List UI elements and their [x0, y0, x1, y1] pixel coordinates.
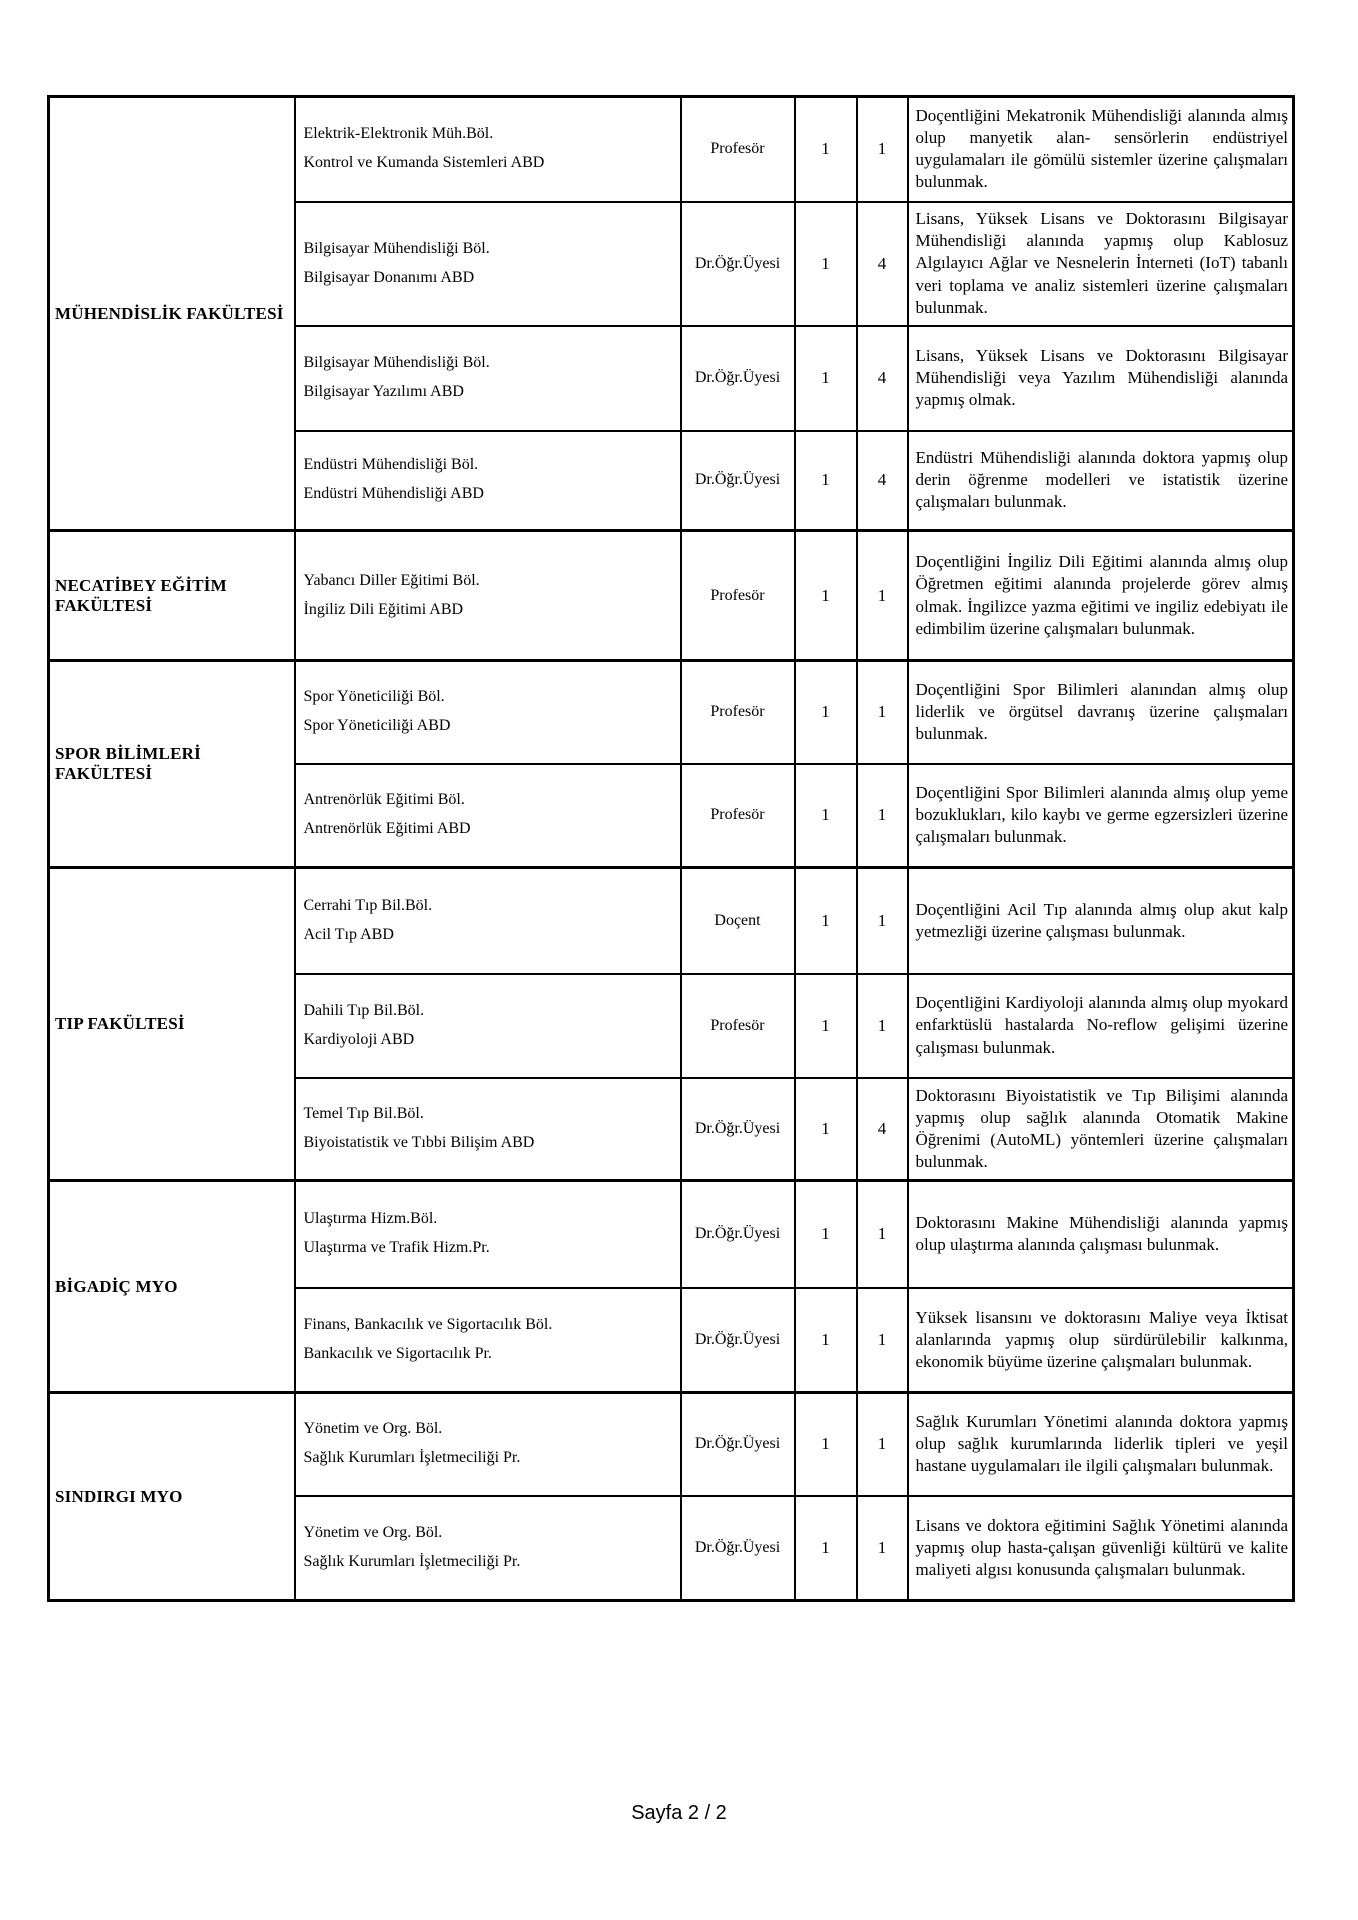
description-cell: Doçentliğini Spor Bilimleri alanından almış olup liderlik ve örgütsel davranış üzerine çalışmaları bulunmak. [908, 661, 1294, 764]
description-cell: Doçentliğini Spor Bilimleri alanında almış olup yeme bozuklukları, kilo kaybı ve germe egzersizleri üzerine çalışmaları bulunmak. [908, 764, 1294, 868]
dept-cell [295, 1496, 681, 1601]
count-cell: 1 [795, 97, 857, 202]
title-cell: Profesör [681, 97, 795, 202]
dept-cell [295, 1393, 681, 1496]
title-cell: Dr.Öğr.Üyesi [681, 431, 795, 531]
grade-cell: 1 [857, 97, 908, 202]
title-cell: Dr.Öğr.Üyesi [681, 1496, 795, 1601]
title-cell: Doçent [681, 868, 795, 974]
dept-line-2: Kardiyoloji ABD [303, 1030, 415, 1048]
dept-line-2: Bankacılık ve Sigortacılık Pr. [303, 1344, 492, 1362]
dept-cell [295, 531, 681, 661]
description-cell: Endüstri Mühendisliği alanında doktora yapmış olup derin öğrenme modelleri ve istatistik üzerine çalışmaları bulunmak. [908, 431, 1294, 531]
dept-cell [295, 1288, 681, 1393]
dept-line-1: Temel Tıp Bil.Böl. [303, 1104, 424, 1122]
dept-line-2: Antrenörlük Eğitimi ABD [303, 820, 471, 838]
title-cell: Dr.Öğr.Üyesi [681, 202, 795, 326]
grade-cell: 4 [857, 326, 908, 431]
dept-line-2: İngiliz Dili Eğitimi ABD [303, 600, 464, 618]
faculty-cell: SPOR BİLİMLERİ FAKÜLTESİ [49, 661, 295, 868]
grade-cell: 1 [857, 1496, 908, 1601]
dept-line-1: Ulaştırma Hizm.Böl. [303, 1210, 438, 1228]
dept-line-2: Kontrol ve Kumanda Sistemleri ABD [303, 154, 545, 172]
faculty-cell: SINDIRGI MYO [49, 1393, 295, 1601]
grade-cell: 4 [857, 1078, 908, 1181]
count-cell: 1 [795, 974, 857, 1078]
dept-line-2: Sağlık Kurumları İşletmeciliği Pr. [303, 1552, 521, 1570]
dept-cell [295, 868, 681, 974]
grade-cell: 1 [857, 661, 908, 764]
dept-line-1: Antrenörlük Eğitimi Böl. [303, 791, 465, 809]
dept-cell [295, 1078, 681, 1181]
grade-cell: 1 [857, 974, 908, 1078]
count-cell: 1 [795, 1288, 857, 1393]
grade-cell: 1 [857, 868, 908, 974]
dept-line-1: Elektrik-Elektronik Müh.Böl. [303, 125, 494, 143]
title-cell: Profesör [681, 764, 795, 868]
table-row [49, 97, 1294, 202]
dept-line-2: Bilgisayar Donanımı ABD [303, 268, 475, 286]
title-cell: Profesör [681, 974, 795, 1078]
count-cell: 1 [795, 1393, 857, 1496]
dept-line-1: Yönetim ve Org. Böl. [303, 1420, 443, 1438]
dept-line-2: Bilgisayar Yazılımı ABD [303, 383, 464, 400]
title-cell: Dr.Öğr.Üyesi [681, 1288, 795, 1393]
grade-cell: 1 [857, 764, 908, 868]
table-row [49, 531, 1294, 661]
dept-line-1: Spor Yöneticiliği Böl. [303, 688, 445, 706]
description-cell: Doçentliğini Acil Tıp alanında almış olup akut kalp yetmezliği üzerine çalışması bulunmak. [908, 868, 1294, 974]
count-cell: 1 [795, 868, 857, 974]
description-cell: Doktorasını Makine Mühendisliği alanında yapmış olup ulaştırma alanında çalışması bulunmak. [908, 1181, 1294, 1288]
description-cell: Doktorasını Biyoistatistik ve Tıp Bilişimi alanında yapmış olup sağlık alanında Otomatik Makine Öğrenimi (AutoML) yöntemleri üzerine çalışmaları bulunmak. [908, 1078, 1294, 1181]
count-cell: 1 [795, 661, 857, 764]
title-cell: Dr.Öğr.Üyesi [681, 1181, 795, 1288]
description-cell: Sağlık Kurumları Yönetimi alanında doktora yapmış olup sağlık kurumlarında liderlik tipleri ve yeşil hastane uygulamaları ile ilgili çalışmaları bulunmak. [908, 1393, 1294, 1496]
table-row [49, 868, 1294, 974]
dept-cell [295, 202, 681, 326]
title-cell: Profesör [681, 661, 795, 764]
dept-line-1: Bilgisayar Mühendisliği Böl. [303, 239, 490, 257]
grade-cell: 4 [857, 202, 908, 326]
description-cell: Yüksek lisansını ve doktorasını Maliye veya İktisat alanlarında yapmış olup sürdürülebilir kalkınma, ekonomik büyüme üzerine çalışmaları bulunmak. [908, 1288, 1294, 1393]
dept-line-2: Acil Tıp ABD [303, 925, 394, 943]
count-cell: 1 [795, 1181, 857, 1288]
dept-cell [295, 326, 681, 431]
description-cell: Lisans, Yüksek Lisans ve Doktorasını Bilgisayar Mühendisliği veya Yazılım Mühendisliği alanında yapmış olmak. [908, 326, 1294, 431]
title-cell: Profesör [681, 531, 795, 661]
dept-line-1: Finans, Bankacılık ve Sigortacılık Böl. [303, 1315, 553, 1333]
dept-line-1: Endüstri Mühendisliği Böl. [303, 456, 479, 474]
title-cell: Dr.Öğr.Üyesi [681, 1078, 795, 1181]
count-cell: 1 [795, 431, 857, 531]
grade-cell: 4 [857, 431, 908, 531]
dept-cell [295, 97, 681, 202]
description-cell: Doçentliğini Kardiyoloji alanında almış olup myokard enfarktüslü hastalarda No-reflow gelişimi üzerine çalışması bulunmak. [908, 974, 1294, 1078]
dept-line-1: Yabancı Diller Eğitimi Böl. [303, 571, 480, 589]
dept-line-1: Dahili Tıp Bil.Böl. [303, 1001, 425, 1019]
dept-line-1: Cerrahi Tıp Bil.Böl. [303, 896, 433, 914]
grade-cell: 1 [857, 1181, 908, 1288]
table-row [49, 1393, 1294, 1496]
dept-cell [295, 1181, 681, 1288]
dept-cell [295, 974, 681, 1078]
dept-line-2: Ulaştırma ve Trafik Hizm.Pr. [303, 1239, 490, 1257]
count-cell: 1 [795, 1078, 857, 1181]
dept-line-2: Sağlık Kurumları İşletmeciliği Pr. [303, 1449, 521, 1467]
grade-cell: 1 [857, 1288, 908, 1393]
dept-line-2: Spor Yöneticiliği ABD [303, 717, 451, 735]
dept-cell [295, 661, 681, 764]
title-cell: Dr.Öğr.Üyesi [681, 326, 795, 431]
faculty-cell: TIP FAKÜLTESİ [49, 868, 295, 1181]
grade-cell: 1 [857, 1393, 908, 1496]
faculty-cell: BİGADİÇ MYO [49, 1181, 295, 1393]
dept-cell [295, 764, 681, 868]
count-cell: 1 [795, 202, 857, 326]
description-cell: Doçentliğini Mekatronik Mühendisliği alanında almış olup manyetik alan- sensörlerin endüstriyel uygulamaları ile gömülü sistemler üzerine çalışmaları bulunmak. [908, 97, 1294, 202]
dept-line-1: Yönetim ve Org. Böl. [303, 1523, 443, 1541]
table-row [49, 661, 1294, 764]
page-number: Sayfa 2 / 2 [631, 1802, 727, 1824]
description-cell: Doçentliğini İngiliz Dili Eğitimi alanında almış olup Öğretmen eğitimi alanında projelerde görev almış olmak. İngilizce yazma eğitimi ve ingiliz edebiyatı ile edimbilim üzerine çalışmaları bulunmak. [908, 531, 1294, 661]
description-cell: Lisans, Yüksek Lisans ve Doktorasını Bilgisayar Mühendisliği alanında yapmış olup Kablosuz Algılayıcı Ağlar ve Nesnelerin İnterneti (IoT) tabanlı veri toplama ve analiz sistemleri üzerine çalışmaları bulunmak. [908, 202, 1294, 326]
count-cell: 1 [795, 531, 857, 661]
count-cell: 1 [795, 1496, 857, 1601]
dept-line-2: Endüstri Mühendisliği ABD [303, 485, 484, 503]
count-cell: 1 [795, 326, 857, 431]
title-cell: Dr.Öğr.Üyesi [681, 1393, 795, 1496]
faculty-cell: MÜHENDİSLİK FAKÜLTESİ [49, 97, 295, 531]
dept-line-2: Biyoistatistik ve Tıbbi Bilişim ABD [303, 1133, 535, 1151]
grade-cell: 1 [857, 531, 908, 661]
description-cell: Lisans ve doktora eğitimini Sağlık Yönetimi alanında yapmış olup hasta-çalışan güvenliği kültürü ve kalite maliyeti algısı konusunda çalışmaları bulunmak. [908, 1496, 1294, 1601]
positions-table [47, 95, 1295, 1602]
faculty-cell: NECATİBEY EĞİTİM FAKÜLTESİ [49, 531, 295, 661]
count-cell: 1 [795, 764, 857, 868]
table-row [49, 1181, 1294, 1288]
dept-line-1: Bilgisayar Mühendisliği Böl. [303, 354, 490, 372]
dept-cell [295, 431, 681, 531]
